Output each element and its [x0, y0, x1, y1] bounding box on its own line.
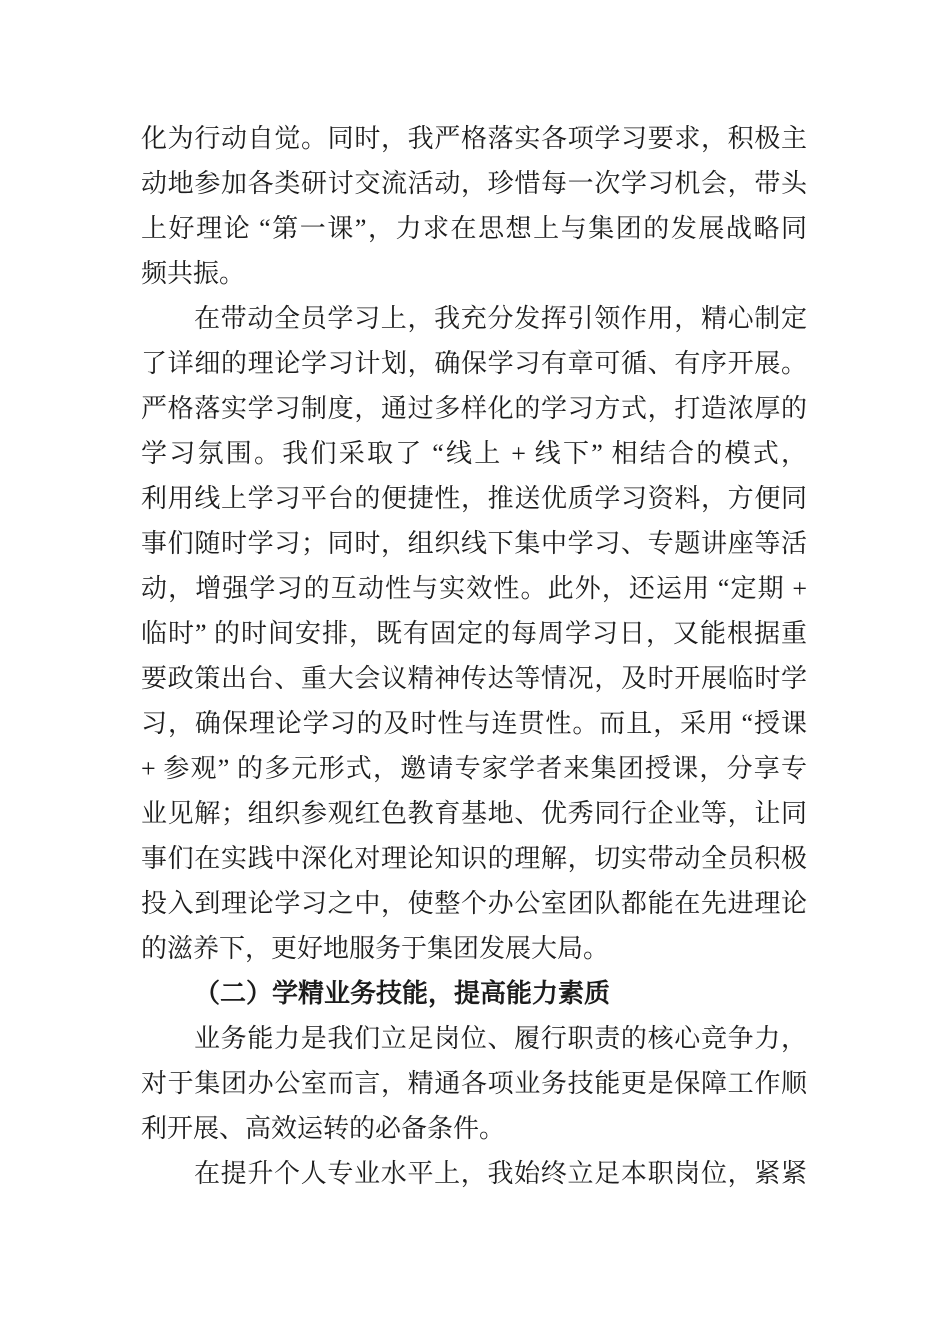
- text-line: 习，确保理论学习的及时性与连贯性。而且，采用 “授课: [141, 709, 807, 738]
- text-line: 要政策出台、重大会议精神传达等情况，及时开展临时学: [141, 664, 807, 693]
- text-line: 对于集团办公室而言，精通各项业务技能更是保障工作顺: [141, 1069, 807, 1098]
- section-heading: （二）学精业务技能，提高能力素质: [194, 979, 611, 1008]
- text-line: 在带动全员学习上，我充分发挥引领作用，精心制定: [194, 304, 807, 333]
- text-line: 业见解；组织参观红色教育基地、优秀同行企业等，让同: [141, 799, 807, 828]
- text-line: 了详细的理论学习计划，确保学习有章可循、有序开展。: [141, 349, 807, 378]
- text-line: 利用线上学习平台的便捷性，推送优质学习资料，方便同: [141, 484, 807, 513]
- text-line: 在提升个人专业水平上，我始终立足本职岗位，紧紧: [194, 1159, 807, 1188]
- text-line: 投入到理论学习之中，使整个办公室团队都能在先进理论: [141, 889, 807, 918]
- text-line: 业务能力是我们立足岗位、履行职责的核心竞争力，: [194, 1024, 807, 1053]
- document-text-content: [141, 116, 807, 1196]
- text-line: 动地参加各类研讨交流活动，珍惜每一次学习机会，带头: [141, 169, 807, 198]
- text-line: 临时” 的时间安排，既有固定的每周学习日，又能根据重: [141, 619, 807, 648]
- text-line: 严格落实学习制度，通过多样化的学习方式，打造浓厚的: [141, 394, 807, 423]
- text-line: 频共振。: [141, 259, 246, 288]
- text-line: 的滋养下，更好地服务于集团发展大局。: [141, 934, 610, 963]
- text-line: 利开展、高效运转的必备条件。: [141, 1114, 506, 1143]
- text-line: 事们在实践中深化对理论知识的理解，切实带动全员积极: [141, 844, 807, 873]
- text-line: 化为行动自觉。同时，我严格落实各项学习要求，积极主: [141, 124, 807, 153]
- text-line: + 参观” 的多元形式，邀请专家学者来集团授课，分享专: [141, 754, 807, 783]
- text-line: 学习氛围。我们采取了 “线上 + 线下” 相结合的模式，: [141, 439, 807, 468]
- text-line: 动，增强学习的互动性与实效性。此外，还运用 “定期 +: [141, 574, 807, 603]
- text-line: 事们随时学习；同时，组织线下集中学习、专题讲座等活: [141, 529, 807, 558]
- text-line: 上好理论 “第一课”，力求在思想上与集团的发展战略同: [141, 214, 807, 243]
